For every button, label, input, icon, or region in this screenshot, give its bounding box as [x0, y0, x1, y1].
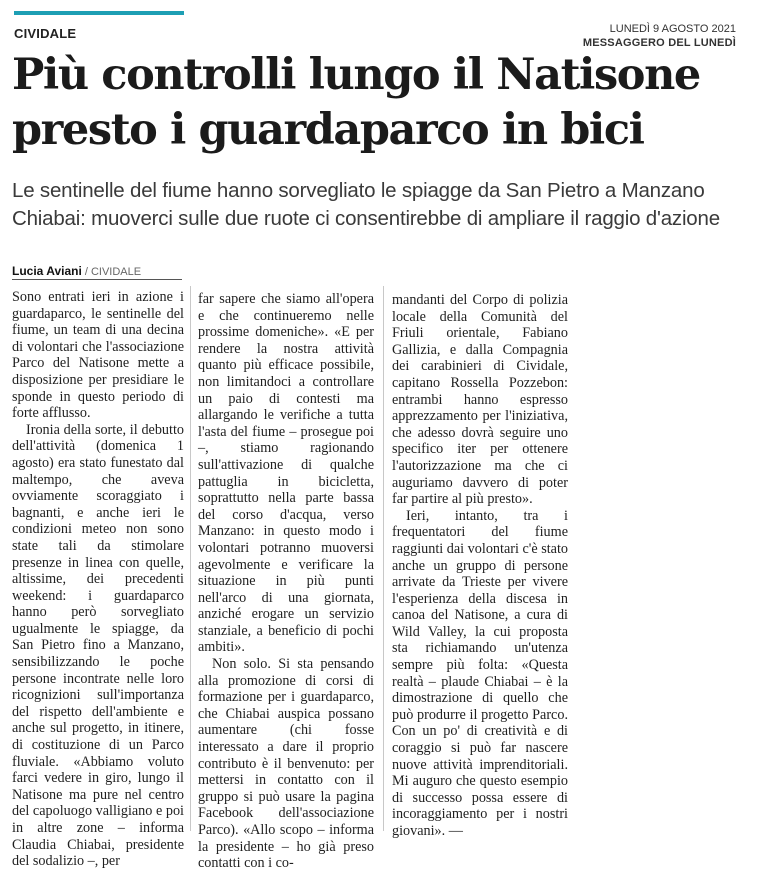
- byline: [12, 264, 141, 278]
- byline-location: / CIVIDALE: [84, 266, 142, 278]
- publication-name: MESSAGGERO DEL LUNEDÌ: [582, 37, 736, 49]
- issue-date: LUNEDÌ 9 AGOSTO 2021: [609, 23, 736, 35]
- paragraph: Non solo. Si sta pensando alla promozione di corsi di formazione per i guardaparco, che Chiabai auspica possano aumentare (chi fosse interessato a dare il proprio contributo è il benvenuto: per mettersi in contatto con il gruppo si può usare la pagina Facebook dell'associazione Parco). «Allo scopo – informa la presidente – ho già preso contatti con i co-: [198, 656, 374, 872]
- column-divider: [383, 286, 384, 831]
- article-column-3: [392, 292, 568, 840]
- subheadline: Le sentinelle del fiume hanno sorvegliato le spiagge da San Pietro a Manzano Chiabai: muoverci sulle due ruote ci consentirebbe di ampliare il raggio d'azione: [12, 179, 720, 230]
- headline: Più controlli lungo il Natisone presto i guardaparco in bici: [12, 50, 700, 155]
- article-column-1: [12, 289, 184, 870]
- author-name: Lucia Aviani: [12, 264, 82, 278]
- column-divider: [190, 286, 191, 831]
- paragraph: mandanti del Corpo di polizia locale della Comunità del Friuli orientale, Fabiano Gallizia, e dalla Compagnia dei carabinieri di Cividale, capitano Rossella Pozzebon: entrambi hanno espresso apprezzamento per l'iniziativa, che adesso dovrà seguire uno specifico iter per ottenere l'autorizzazione ma che ci auguriamo davvero di poter far partire al più presto».: [392, 292, 568, 508]
- article-column-2: [198, 291, 374, 872]
- paragraph: Ieri, intanto, tra i frequentatori del fiume raggiunti dai volontari c'è stato anche un gruppo di persone arrivate da Trieste per vivere l'esperienza della discesa in canoa del Natisone, a cura di Wild Valley, la cui proposta sta richiamando un'utenza sempre più folta: «Questa realtà – plaude Chiabai – è la dimostrazione di quello che può produrre il progetto Parco. Con un po' di creatività e di coraggio si può far nascere nuove attività imprenditoriali. Mi auguro che questo esempio di successo possa essere di incoraggiamento per i nostri giovani». —: [392, 507, 568, 839]
- section-label: CIVIDALE: [14, 26, 77, 41]
- paragraph: Ironia della sorte, il debutto dell'attività (domenica 1 agosto) era stato funestato dal maltempo, che aveva ovviamente scoraggiato i bagnanti, e anche ieri le condizioni meteo non sono state tali da stimolare presenze in linea con quelle, altissime, dei precedenti weekend: i guardaparco hanno però sorvegliato ugualmente le spiagge, da San Pietro fino a Manzano, sensibilizzando le poche persone incontrate nelle loro ricognizioni sull'importanza del rispetto dell'ambiente e anche sul progetto, in itinere, di costituzione di un Parco fluviale. «Abbiamo voluto farci vedere in giro, lungo il Natisone ma pure nel centro del capoluogo valligiano e poi in altre zone – informa Claudia Chiabai, presidente del sodalizio –, per: [12, 421, 184, 870]
- section-accent-rule: [14, 11, 184, 15]
- paragraph: far sapere che siamo all'opera e che continueremo nelle prossime domeniche». «E per rendere la nostra attività quanto più efficace possibile, non limitandoci a controllare un paio di contesti ma allargando le verifiche a tutta l'asta del fiume – prosegue poi –, stiamo ragionando sull'attivazione di qualche pattuglia in bicicletta, soprattutto nella parte bassa del corso d'acqua, verso Manzano: in questo modo i volontari potranno muoversi agevolmente e verificare la situazione in più punti nell'arco di una giornata, anziché erogare un servizio stanziale, a beneficio di pochi ambiti».: [198, 291, 374, 656]
- dateline: [583, 22, 736, 50]
- byline-rule: [12, 279, 182, 280]
- paragraph: Sono entrati ieri in azione i guardaparco, le sentinelle del fiume, un team di una decina di volontari che l'associazione Parco del Natisone mette a disposizione per presidiare le sponde in questo periodo di forte afflusso.: [12, 289, 184, 422]
